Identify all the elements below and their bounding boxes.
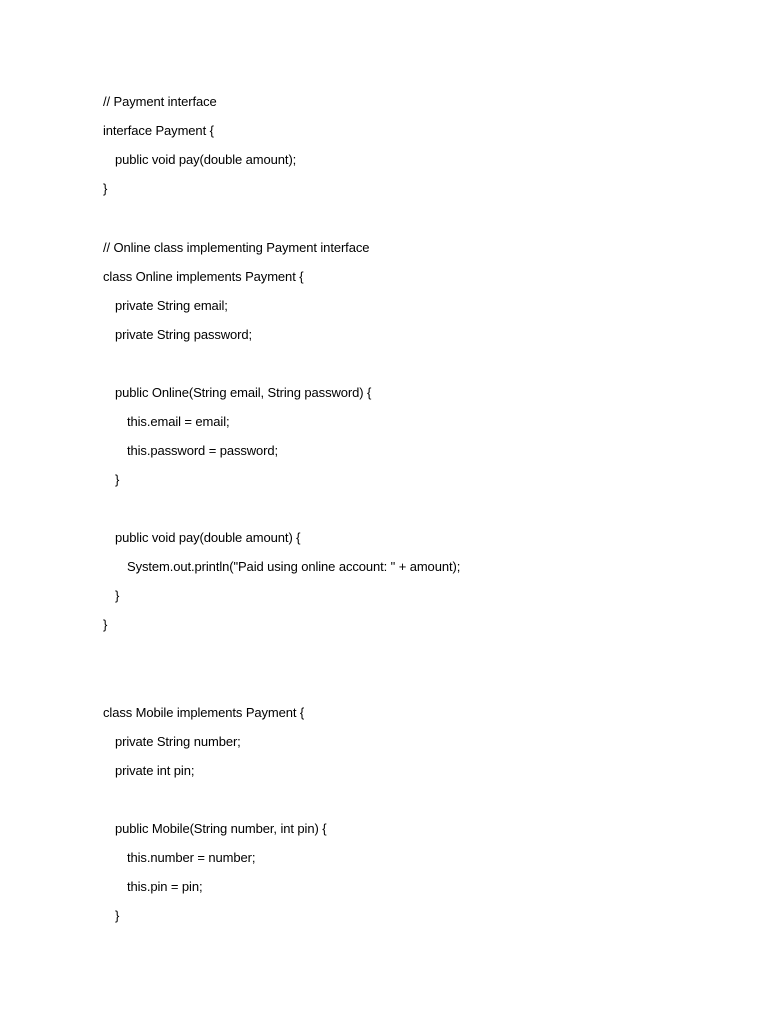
code-line-comment-payment: // Payment interface [103, 94, 217, 109]
code-line-assign-email: this.email = email; [127, 414, 230, 429]
code-line-password-field: private String password; [115, 327, 253, 342]
code-line-mobile-constructor: public Mobile(String number, int pin) { [115, 821, 327, 836]
code-line-close-brace: } [115, 908, 120, 923]
code-line-interface-decl: interface Payment { [103, 123, 214, 138]
code-line-assign-number: this.number = number; [127, 850, 256, 865]
code-line-pin-field: private int pin; [115, 763, 195, 778]
code-line-close-brace: } [103, 181, 108, 196]
code-line-email-field: private String email; [115, 298, 228, 313]
code-line-online-constructor: public Online(String email, String password) { [115, 385, 372, 400]
code-line-online-class-decl: class Online implements Payment { [103, 269, 304, 284]
code-line-assign-password: this.password = password; [127, 443, 279, 458]
code-line-close-brace: } [115, 588, 120, 603]
code-line-number-field: private String number; [115, 734, 241, 749]
code-line-close-brace: } [115, 472, 120, 487]
code-line-mobile-class-decl: class Mobile implements Payment { [103, 705, 305, 720]
code-line-pay-signature: public void pay(double amount); [115, 152, 297, 167]
code-line-assign-pin: this.pin = pin; [127, 879, 203, 894]
code-line-comment-online: // Online class implementing Payment interface [103, 240, 370, 255]
code-line-online-pay-method: public void pay(double amount) { [115, 530, 301, 545]
code-line-println-online: System.out.println("Paid using online account: " + amount); [127, 559, 461, 574]
code-line-close-brace: } [103, 617, 108, 632]
